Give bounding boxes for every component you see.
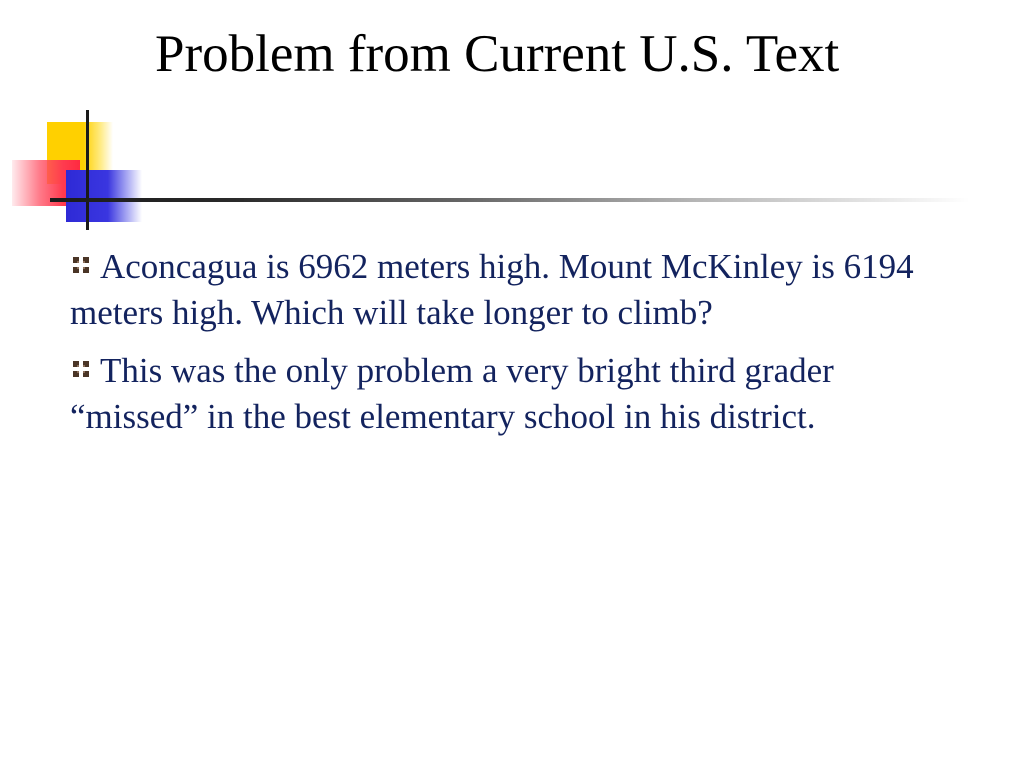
blue-square-decoration (66, 170, 142, 222)
title-underline-rule (50, 198, 970, 202)
square-bullet-icon (70, 254, 92, 276)
vertical-line-decoration (86, 110, 89, 230)
bullet-item (70, 244, 950, 336)
slide-title: Problem from Current U.S. Text (155, 25, 840, 83)
bullet-text: This was the only problem a very bright third grader “missed” in the best elementary school in his district. (70, 351, 834, 436)
bullet-text: Aconcagua is 6962 meters high. Mount McKinley is 6194 meters high. Which will take longer to climb? (70, 247, 914, 332)
bullet-item (70, 348, 950, 440)
square-bullet-icon (70, 358, 92, 380)
decorative-logo (0, 0, 160, 240)
bullet-list (70, 244, 950, 452)
